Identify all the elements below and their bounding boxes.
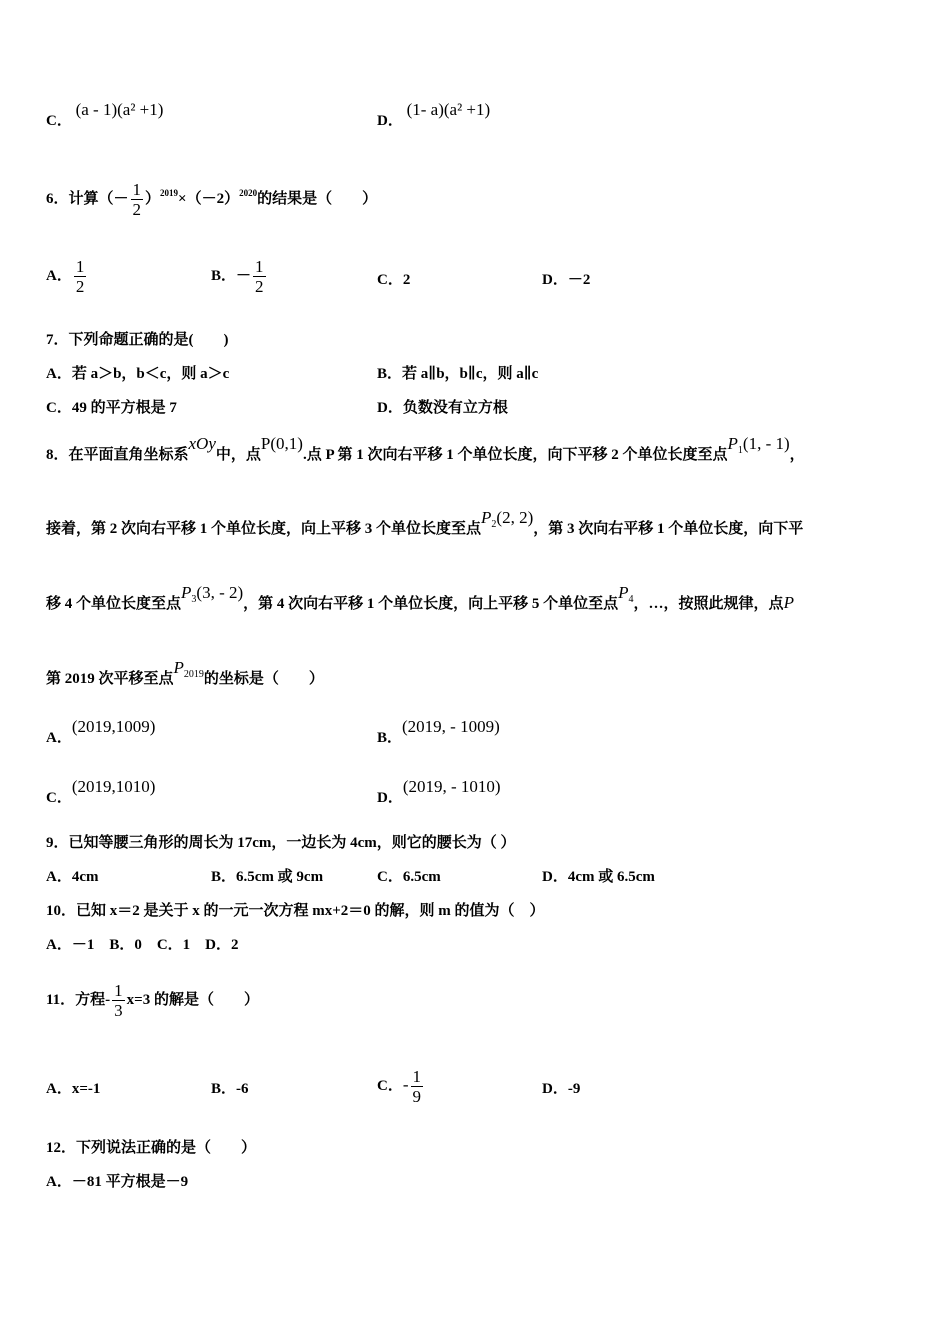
stem-text: ×（－2） [178, 191, 240, 207]
math-expression: P(0,1) [260, 434, 303, 453]
stem-text: 第 2019 次平移至点 [46, 671, 174, 687]
stem-text: 的结果是（ ） [257, 191, 378, 207]
q9-option-b: B．6.5cm 或 9cm [211, 869, 324, 885]
q6-option-d: D．－2 [542, 272, 591, 288]
stem-text: ，…，按照此规律，点 [633, 596, 784, 612]
math-expression: (2019,1009) [71, 717, 156, 736]
denominator: 9 [412, 1087, 422, 1107]
q8-option-b [377, 717, 500, 748]
q12-stem: 12．下列说法正确的是（ ） [46, 1140, 257, 1156]
q7-option-d: D．负数没有立方根 [377, 400, 508, 416]
subscript: 2 [491, 519, 497, 530]
q8-line-3 [46, 583, 794, 620]
fraction [253, 257, 266, 296]
q8-option-a [46, 717, 156, 748]
q11-option-c [377, 1055, 425, 1116]
option-label: C． [377, 1078, 403, 1094]
q11-stem [46, 970, 259, 1030]
numerator: 1 [255, 257, 264, 277]
q9-option-d: D．4cm 或 6.5cm [542, 869, 655, 885]
option-label: C． [46, 113, 72, 129]
stem-text: 6．计算（－ [46, 191, 129, 207]
stem-text: .点 P 第 1 次向右平移 1 个单位长度，向下平移 2 个单位长度至点 [302, 447, 728, 463]
denominator: 3 [114, 1001, 123, 1021]
numerator: 1 [114, 981, 123, 1001]
fraction [131, 180, 144, 219]
math-expression: (3, - 2) [196, 583, 244, 602]
option-label: D． [377, 113, 403, 129]
q9-option-c: C．6.5cm [377, 869, 441, 885]
math-point: P [173, 658, 184, 677]
math-expression: (2, 2) [496, 508, 534, 527]
q11-option-a: A．x=-1 [46, 1081, 101, 1097]
q6-option-a [46, 246, 88, 306]
q8-line-1 [46, 434, 805, 471]
stem-text: 8．在平面直角坐标系 [46, 447, 189, 463]
q6-option-c: C．2 [377, 272, 411, 288]
q7-stem: 7．下列命题正确的是( ) [46, 332, 229, 348]
q12-option-a: A．－81 平方根是－9 [46, 1174, 189, 1190]
math-expression: xOy [188, 434, 216, 453]
q7-option-c: C．49 的平方根是 7 [46, 400, 177, 416]
q5-option-c [46, 100, 164, 131]
stem-text: 移 4 个单位长度至点 [46, 596, 182, 612]
numerator: 1 [132, 180, 142, 200]
option-label: B． [377, 730, 403, 746]
denominator: 2 [75, 277, 85, 297]
numerator: 1 [412, 1067, 422, 1087]
math-expression: (2019,1010) [71, 777, 156, 796]
option-label: A． [46, 268, 72, 284]
q6-stem [46, 163, 377, 229]
math-point: P [181, 583, 192, 602]
q8-option-c [46, 777, 156, 808]
q8-option-d [377, 777, 501, 808]
q9-stem: 9．已知等腰三角形的周长为 17cm，一边长为 4cm，则它的腰长为（ ） [46, 835, 516, 851]
subscript: 3 [191, 594, 197, 605]
fraction [411, 1067, 424, 1106]
q7-option-b: B．若 a∥b，b∥c，则 a∥c [377, 366, 539, 382]
option-label: B．－ [211, 268, 252, 284]
stem-text: ） [145, 191, 161, 207]
stem-text: 11．方程- [46, 992, 111, 1008]
stem-text: ，第 3 次向右平移 1 个单位长度，向下平 [533, 521, 804, 537]
option-label: D． [377, 790, 403, 806]
stem-text: 的坐标是（ ） [203, 671, 324, 687]
q5-option-d [377, 100, 491, 131]
stem-text: ， [789, 447, 805, 463]
math-point: P [727, 434, 738, 453]
fraction [112, 981, 125, 1020]
q8-line-2 [46, 508, 804, 545]
math-point: P [481, 508, 492, 527]
q7-option-a: A．若 a＞b，b＜c，则 a＞c [46, 366, 230, 382]
numerator: 1 [75, 257, 85, 277]
q9-option-a: A．4cm [46, 869, 99, 885]
denominator: 2 [132, 200, 142, 220]
denominator: 2 [255, 277, 264, 297]
subscript: 4 [628, 594, 634, 605]
q11-option-d: D．-9 [542, 1081, 581, 1097]
stem-text: 接着，第 2 次向右平移 1 个单位长度，向上平移 3 个单位长度至点 [46, 521, 482, 537]
math-expression: (2019, - 1010) [402, 777, 501, 796]
q10-stem: 10．已知 x＝2 是关于 x 的一元一次方程 mx+2＝0 的解，则 m 的值为（ ） [46, 903, 545, 919]
option-label: C． [46, 790, 72, 806]
q11-option-b: B．-6 [211, 1081, 249, 1097]
stem-text: x=3 的解是（ ） [126, 992, 259, 1008]
option-label: A． [46, 730, 72, 746]
stem-text: 中，点 [215, 447, 261, 463]
minus-sign: - [402, 1075, 409, 1094]
exponent: 2019 [160, 188, 179, 198]
subscript: 1 [737, 445, 743, 456]
math-expression: (1, - 1) [742, 434, 790, 453]
math-point: P [783, 593, 794, 612]
math-expression: (1- a)(a² +1) [406, 100, 491, 119]
stem-text: ，第 4 次向右平移 1 个单位长度，向上平移 5 个单位至点 [243, 596, 619, 612]
q6-option-b [211, 246, 268, 306]
exponent: 2020 [239, 188, 258, 198]
subscript: 2019 [183, 669, 204, 680]
q8-line-4 [46, 658, 324, 695]
q10-options: A．－1 B．0 C．1 D．2 [46, 937, 239, 953]
math-expression: (a - 1)(a² +1) [75, 100, 164, 119]
fraction [74, 257, 87, 296]
math-point: P [618, 583, 629, 602]
math-expression: (2019, - 1009) [402, 717, 500, 736]
